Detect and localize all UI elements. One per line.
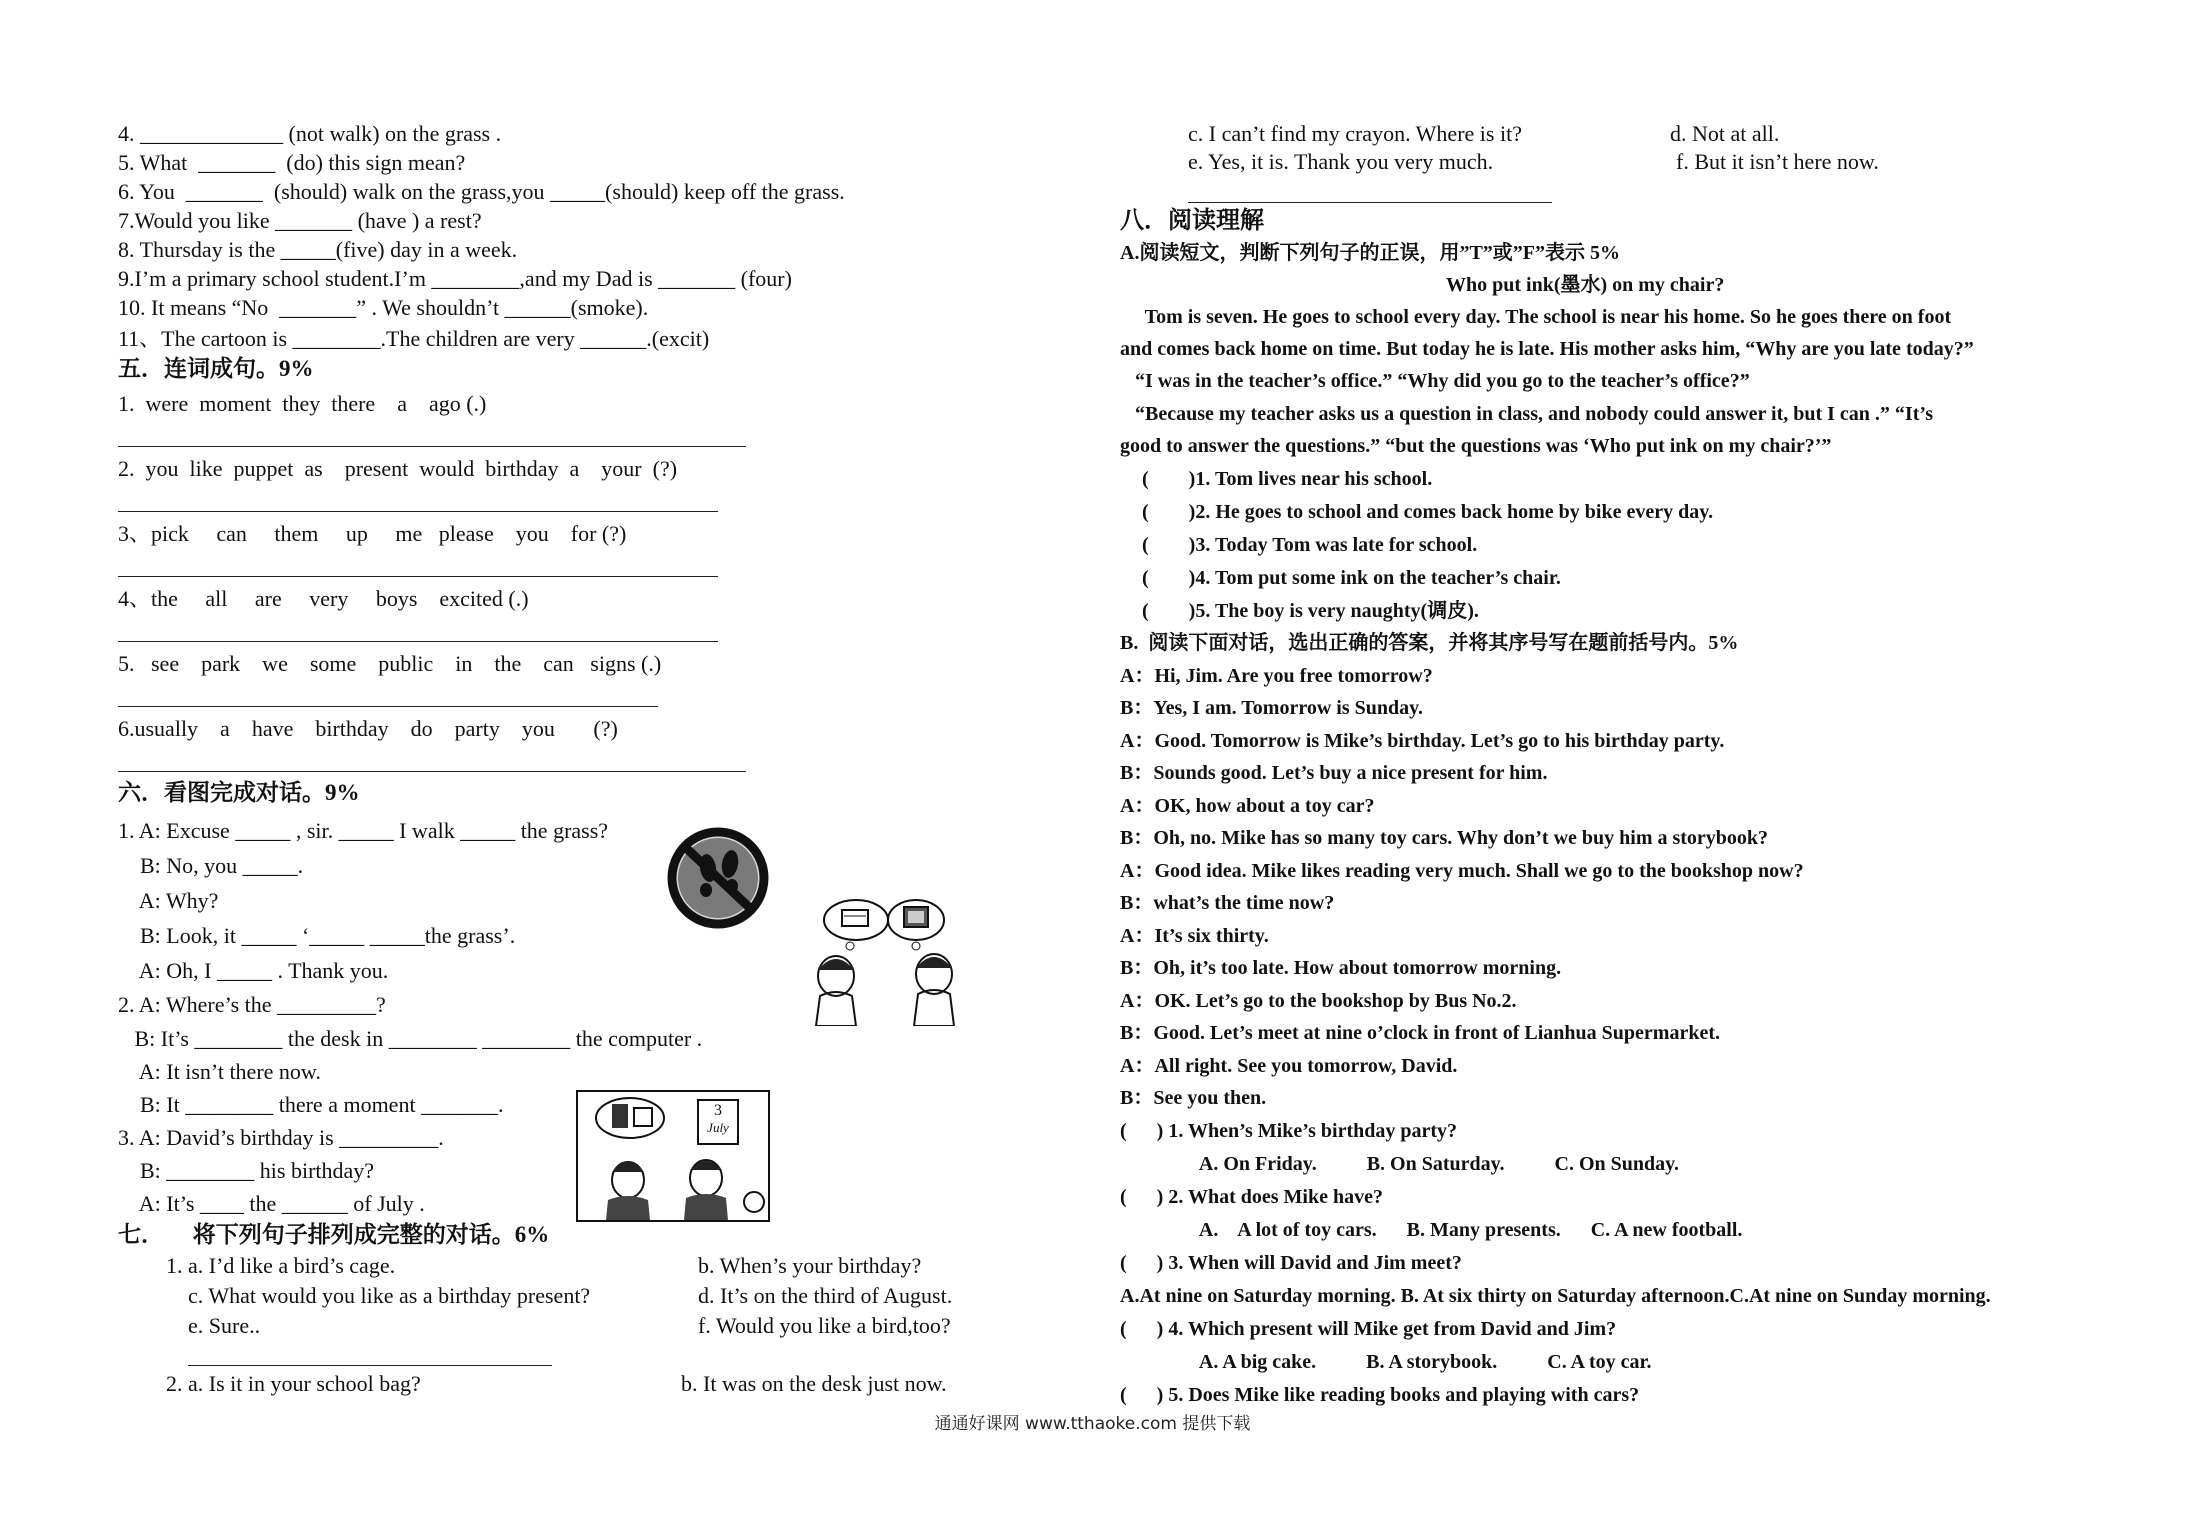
tf-item-1: ( )1. Tom lives near his school. [1142,468,1433,490]
fill-item-11: 11、The cartoon is ________.The children are very ______.(excit) [118,326,710,351]
answer-line [118,511,718,512]
section7-heading: 七． 将下列句子排列成完整的对话。6% [118,1222,550,1247]
section6-heading: 六．看图完成对话。9% [118,780,360,805]
fill-item-7: 7.Would you like _______ (have ) a rest? [118,208,482,233]
answer-line [188,1365,552,1366]
s7-q2-d: d. Not at all. [1670,121,1780,146]
answer-line [118,576,718,577]
dialogue-line: B：what’s the time now? [1120,892,1335,914]
mc-options-3: A.At nine on Saturday morning. B. At six thirty on Saturday afternoon.C.At nine on Sunday morning. [1120,1285,1991,1307]
s6-line: A: Why? [118,888,219,913]
s7-q2-a: 2. a. Is it in your school bag? [166,1371,421,1396]
birthday-picture [576,1090,770,1222]
s6-line: B: No, you _____. [118,853,304,878]
answer-line [118,641,718,642]
s6-line: B: It ________ there a moment _______. [118,1092,504,1117]
s6-line: B: It’s ________ the desk in ________ ________ the computer . [118,1026,703,1051]
passage-line: good to answer the questions.” “but the questions was ‘Who put ink on my chair?’” [1120,435,1832,457]
dialogue-line: B：Yes, I am. Tomorrow is Sunday. [1120,697,1424,719]
s6-line: 3. A: David’s birthday is _________. [118,1125,444,1150]
dialogue-line: A：OK, how about a toy car? [1120,795,1375,817]
calendar-month: July [707,1120,729,1135]
part-a-instructions: A.阅读短文，判断下列句子的正误，用”T”或”F”表示 5% [1120,242,1620,264]
dialogue-line: B：Oh, it’s too late. How about tomorrow morning. [1120,957,1562,979]
s5-item-5: 5. see park we some public in the can signs (.) [118,651,662,676]
dialogue-line: A：Good idea. Mike likes reading very much. Shall we go to the bookshop now? [1120,860,1804,882]
fill-item-10: 10. It means “No _______” . We shouldn’t ______(smoke). [118,295,649,320]
s6-line: B: Look, it _____ ‘_____ _____the grass’. [118,923,516,948]
section8-heading: 八．阅读理解 [1120,208,1264,234]
mc-question-1: ( ) 1. When’s Mike’s birthday party? [1120,1120,1458,1142]
s7-q2-c: c. I can’t find my crayon. Where is it? [1188,121,1522,146]
s5-item-1: 1. were moment they there a ago (.) [118,391,487,416]
dialogue-line: B：Sounds good. Let’s buy a nice present for him. [1120,762,1548,784]
fill-item-9: 9.I’m a primary school student.I’m ________,and my Dad is _______ (four) [118,266,792,291]
mc-question-4: ( ) 4. Which present will Mike get from David and Jim? [1120,1318,1617,1340]
answer-line [118,706,658,707]
mc-question-5: ( ) 5. Does Mike like reading books and playing with cars? [1120,1384,1640,1406]
part-b-instructions: B. 阅读下面对话，选出正确的答案，并将其序号写在题前括号内。5% [1120,632,1739,654]
tf-item-2: ( )2. He goes to school and comes back home by bike every day. [1142,501,1714,523]
dialogue-line: B：Oh, no. Mike has so many toy cars. Why don’t we buy him a storybook? [1120,827,1769,849]
s6-line: 1. A: Excuse _____ , sir. _____ I walk _____ the grass? [118,818,609,843]
dialogue-line: A：Hi, Jim. Are you free tomorrow? [1120,665,1433,687]
mc-question-3: ( ) 3. When will David and Jim meet? [1120,1252,1462,1274]
mc-options-4: A. A big cake. B. A storybook. C. A toy car. [1120,1351,1652,1373]
mc-options-2: A. A lot of toy cars. B. Many presents. C. A new football. [1120,1219,1743,1241]
s5-item-4: 4、the all are very boys excited (.) [118,586,529,611]
s7-q1-a: 1. a. I’d like a bird’s cage. [166,1253,396,1278]
no-walking-sign-icon [660,826,776,930]
s7-q2-f: f. But it isn’t here now. [1676,149,1879,174]
dialogue-line: A：All right. See you tomorrow, David. [1120,1055,1458,1077]
dialogue-line: A：OK. Let’s go to the bookshop by Bus No.2. [1120,990,1517,1012]
dialogue-line: A：Good. Tomorrow is Mike’s birthday. Let’s go to his birthday party. [1120,730,1725,752]
answer-line [118,771,746,772]
fill-item-6: 6. You _______ (should) walk on the grass,you _____(should) keep off the grass. [118,179,845,204]
passage-line: “I was in the teacher’s office.” “Why did you go to the teacher’s office?” [1120,370,1750,392]
birthday-illustration [578,1092,768,1220]
fill-item-8: 8. Thursday is the _____(five) day in a week. [118,237,518,262]
calendar-day: 3 [714,1102,722,1119]
dialogue-line: B：Good. Let’s meet at nine o’clock in front of Lianhua Supermarket. [1120,1022,1720,1044]
s6-line: B: ________ his birthday? [118,1158,375,1183]
s6-line: A: Oh, I _____ . Thank you. [118,958,389,983]
passage-line: “Because my teacher asks us a question in class, and nobody could answer it, but I can .” “It’s [1120,403,1934,425]
s7-q1-e: e. Sure.. [188,1313,261,1338]
s7-q1-c: c. What would you like as a birthday present? [188,1283,591,1308]
section5-heading: 五．连词成句。9% [118,356,314,381]
s7-q1-d: d. It’s on the third of August. [698,1283,953,1308]
passage-line: and comes back home on time. But today he is late. His mother asks him, “Why are you late today?” [1120,338,1974,360]
kids-thinking-picture [806,898,966,1026]
s6-line: 2. A: Where’s the _________? [118,992,386,1017]
s7-q1-b: b. When’s your birthday? [698,1253,922,1278]
tf-item-5: ( )5. The boy is very naughty(调皮). [1142,600,1479,622]
s7-q1-f: f. Would you like a bird,too? [698,1313,951,1338]
footer-credit: 通通好课网 www.tthaoke.com 提供下载 [934,1414,1251,1434]
s6-line: A: It isn’t there now. [118,1059,321,1084]
tf-item-4: ( )4. Tom put some ink on the teacher’s chair. [1142,567,1561,589]
fill-item-4: 4. _____________ (not walk) on the grass . [118,121,502,146]
s5-item-2: 2. you like puppet as present would birthday a your (?) [118,456,678,481]
answer-line [118,446,746,447]
passage-title: Who put ink(墨水) on my chair? [1446,274,1725,296]
dialogue-line: B：See you then. [1120,1087,1267,1109]
s5-item-6: 6.usually a have birthday do party you (?) [118,716,618,741]
s6-line: A: It’s ____ the ______ of July . [118,1191,425,1216]
tf-item-3: ( )3. Today Tom was late for school. [1142,534,1478,556]
answer-line [1188,202,1552,203]
dialogue-line: A：It’s six thirty. [1120,925,1269,947]
passage-line: Tom is seven. He goes to school every day. The school is near his home. So he goes there on foot [1120,306,1952,328]
s7-q2-b: b. It was on the desk just now. [681,1371,947,1396]
s7-q2-e: e. Yes, it is. Thank you very much. [1188,149,1494,174]
mc-options-1: A. On Friday. B. On Saturday. C. On Sunday. [1120,1153,1680,1175]
fill-item-5: 5. What _______ (do) this sign mean? [118,150,466,175]
mc-question-2: ( ) 2. What does Mike have? [1120,1186,1383,1208]
s5-item-3: 3、pick can them up me please you for (?) [118,521,627,546]
